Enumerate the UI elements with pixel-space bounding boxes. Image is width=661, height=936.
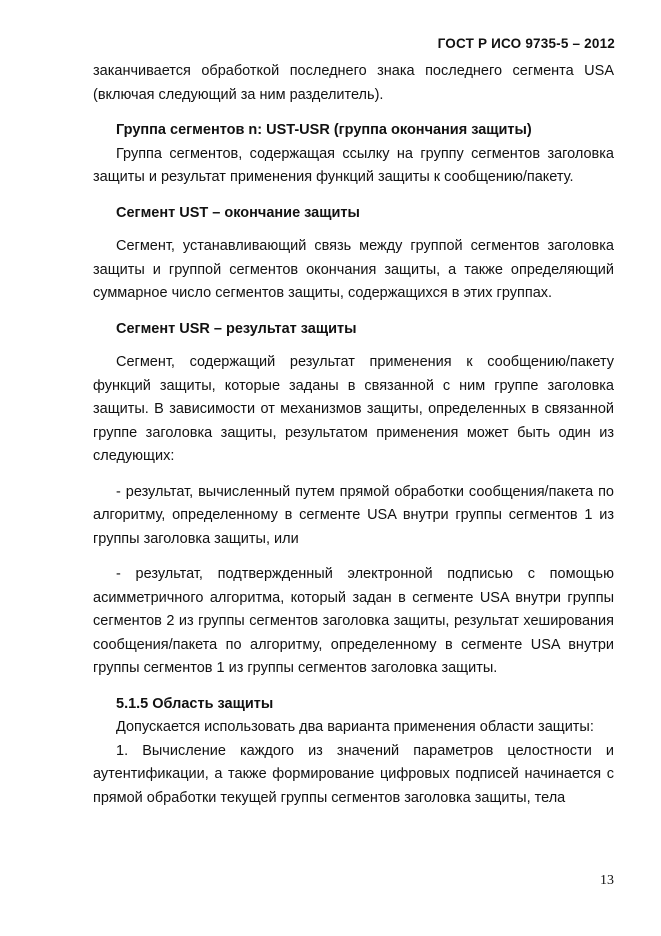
paragraph-intro: заканчивается обработкой последнего знака последнего сегмента USA (включая следующий за ним разделитель). bbox=[93, 63, 614, 103]
list-item-result-2: - результат, подтвержденный электронной подписью с помощью асимметричного алгоритма, который задан в сегменте USA внутри группы сегментов 2 из группы сегментов заголовка защиты, результат хеширования сообщения/пакета по алгоритму, определенному в сегменте USA внутри группы сегментов 1 из группы сегментов заголовка защиты. bbox=[93, 566, 614, 676]
document-body bbox=[93, 60, 614, 810]
heading-segment-usr: Сегмент USR – результат защиты bbox=[116, 320, 357, 337]
heading-segment-ust: Сегмент UST – окончание защиты bbox=[116, 204, 360, 221]
heading-section-5-1-5: 5.1.5 Область защиты bbox=[116, 695, 274, 712]
paragraph-section-5-1-5-item-1: 1. Вычисление каждого из значений параметров целостности и аутентификации, а также формирование цифровых подписей начинается с прямой обработки текущей группы сегментов заголовка защиты, тела bbox=[93, 742, 614, 806]
paragraph-segment-ust: Сегмент, устанавливающий связь между группой сегментов заголовка защиты и группой сегментов окончания защиты, а также определяющий суммарное число сегментов защиты, содержащихся в этих группах. bbox=[93, 238, 614, 301]
heading-segment-group-n: Группа сегментов n: UST-USR (группа окончания защиты) bbox=[116, 122, 532, 138]
page-number: 13 bbox=[600, 873, 614, 888]
list-item-result-1: - результат, вычисленный путем прямой обработки сообщения/пакета по алгоритму, определенному в сегменте USA внутри группы сегментов 1 из группы заголовка защиты, или bbox=[93, 483, 614, 547]
document-header: ГОСТ Р ИСО 9735-5 – 2012 bbox=[437, 36, 615, 51]
paragraph-segment-usr: Сегмент, содержащий результат применения к сообщению/пакету функций защиты, которые заданы в связанной с ним группе заголовка защиты. В зависимости от механизмов защиты, определенных в связанной группе заголовка защиты, результатом применения может быть один из следующих: bbox=[93, 354, 614, 464]
paragraph-section-5-1-5: Допускается использовать два варианта применения области защиты: bbox=[116, 719, 594, 735]
paragraph-segment-group-n: Группа сегментов, содержащая ссылку на группу сегментов заголовка защиты и результат применения функций защиты к сообщению/пакету. bbox=[93, 145, 614, 185]
